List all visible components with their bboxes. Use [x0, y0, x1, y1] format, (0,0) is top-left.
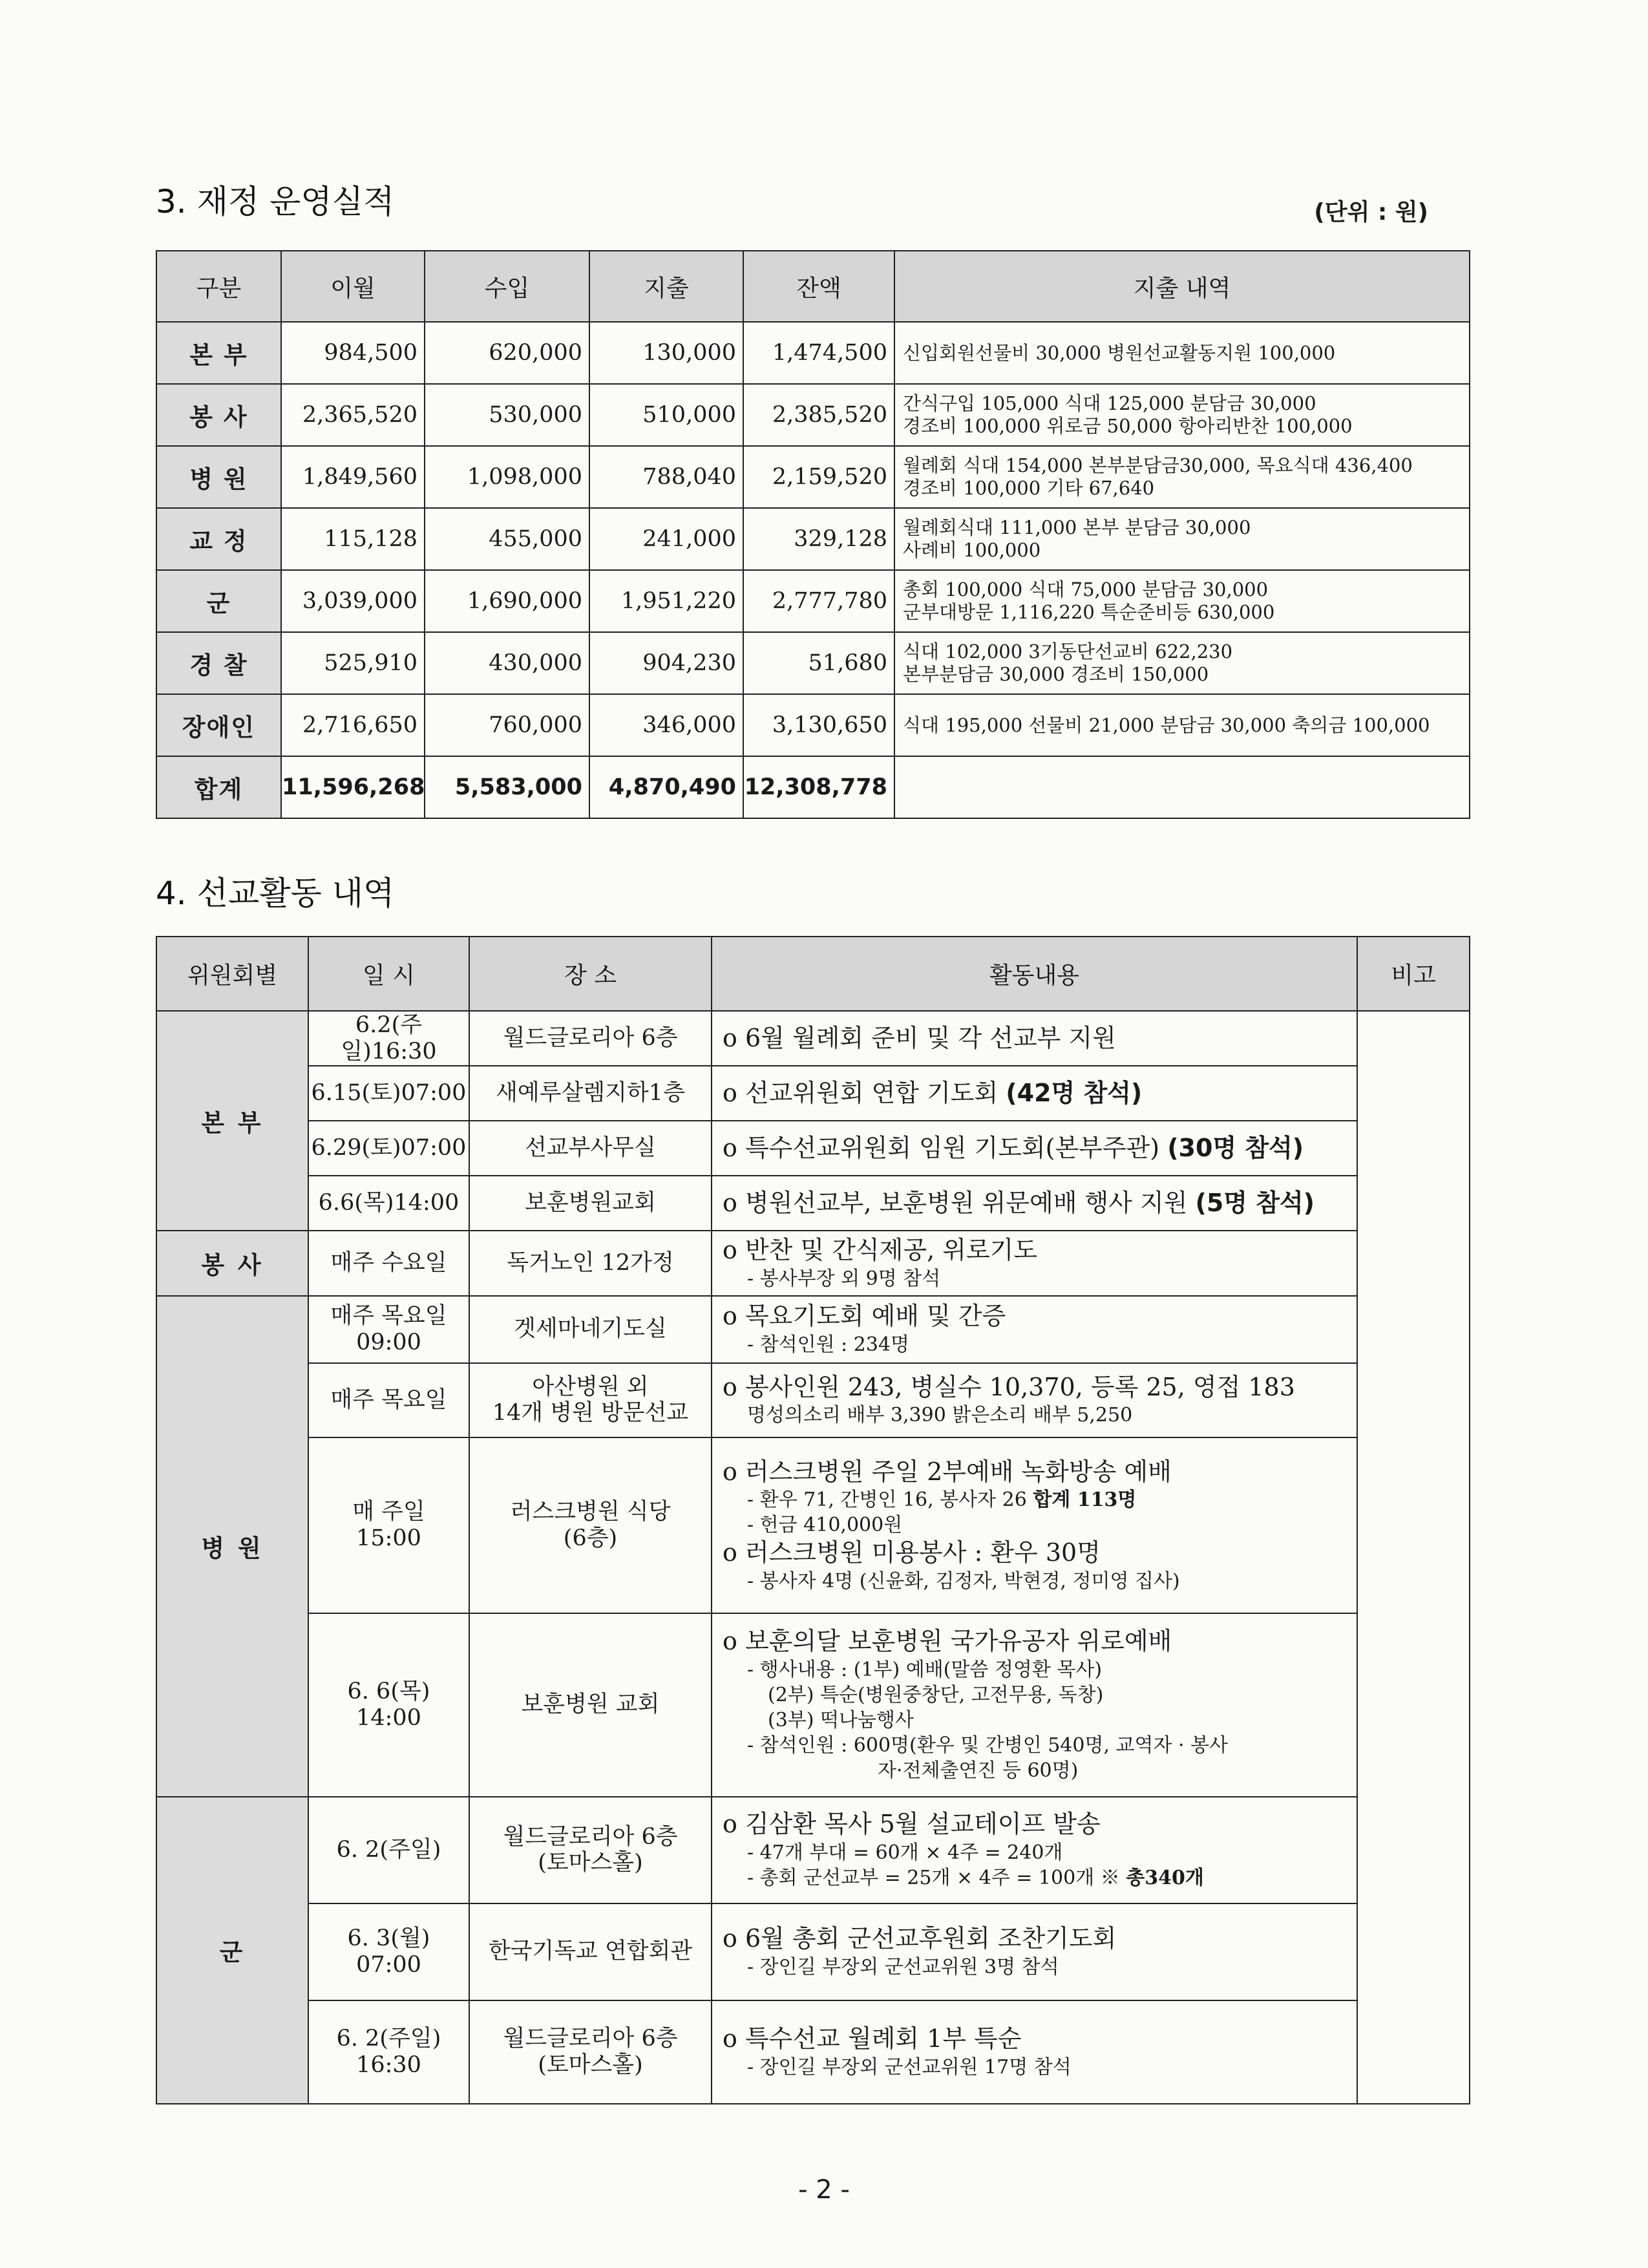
finance-income: 620,000 — [425, 322, 589, 384]
mission-table — [156, 936, 1470, 2104]
activity-text: - 참석인원 : 234명 — [747, 1333, 910, 1356]
activity-subitem — [723, 1758, 1357, 1783]
finance-carryover: 2,365,520 — [281, 384, 425, 446]
activity-text: o 반찬 및 간식제공, 위로기도 — [723, 1236, 1038, 1264]
finance-table — [156, 250, 1470, 819]
activity-item — [723, 2024, 1357, 2055]
mission-activity — [712, 1903, 1357, 2000]
cell-line: 14개 병원 방문선교 — [492, 1400, 689, 1426]
mission-row — [156, 1797, 1470, 1903]
activity-text: - 봉사자 4명 (신윤화, 김정자, 박현경, 정미영 집사) — [747, 1569, 1180, 1593]
mission-header-cell: 장 소 — [469, 937, 712, 1011]
finance-total-detail — [894, 756, 1470, 818]
activity-text: - 환우 71, 간병인 16, 봉사자 26 — [747, 1489, 1033, 1511]
mission-activity — [712, 1176, 1357, 1231]
activity-subitem — [723, 1682, 1357, 1708]
cell-line: 한국기독교 연합회관 — [488, 1938, 693, 1965]
cell-line: 6.2(주일)16:30 — [341, 1012, 437, 1065]
finance-carryover: 2,716,650 — [281, 694, 425, 756]
activity-subitem — [723, 1266, 1357, 1291]
finance-header-cell: 잔액 — [743, 251, 894, 322]
activity-text: o 김삼환 목사 5월 설교테이프 발송 — [723, 1810, 1101, 1839]
mission-row — [156, 1613, 1470, 1797]
finance-header-cell: 수입 — [425, 251, 589, 322]
mission-row — [156, 2000, 1470, 2104]
activity-item — [723, 1188, 1357, 1219]
finance-total-income: 5,583,000 — [425, 756, 589, 818]
mission-row — [156, 1066, 1470, 1121]
finance-category: 장애인 — [156, 694, 281, 756]
mission-row — [156, 1011, 1470, 1066]
mission-activity — [712, 1363, 1357, 1437]
activity-highlight: (5명 참석) — [1195, 1188, 1315, 1217]
activity-subitem — [723, 2055, 1357, 2080]
activity-text: o 보훈의달 보훈병원 국가유공자 위로예배 — [723, 1627, 1172, 1656]
finance-total-expense: 4,870,490 — [589, 756, 743, 818]
activity-text: 자·전체출연진 등 60명) — [878, 1759, 1079, 1782]
cell-line: 07:00 — [356, 1951, 421, 1978]
activity-highlight: 총340개 — [1126, 1866, 1204, 1889]
finance-detail-line: 사례비 100,000 — [903, 539, 1041, 561]
mission-activity — [712, 1231, 1357, 1296]
finance-header-cell: 구분 — [156, 251, 281, 322]
activity-subitem — [723, 1708, 1357, 1733]
activity-highlight: (42명 참석) — [1006, 1078, 1143, 1107]
mission-activity — [712, 1797, 1357, 1903]
mission-section-title: 4. 선교활동 내역 — [156, 874, 395, 912]
finance-detail-line: 신입회원선물비 30,000 병원선교활동지원 100,000 — [903, 341, 1336, 364]
cell-line: 14:00 — [356, 1704, 421, 1731]
mission-row — [156, 1437, 1470, 1613]
mission-activity — [712, 1011, 1357, 1066]
page-number: - 2 - — [798, 2175, 850, 2205]
finance-header-row — [156, 251, 1470, 322]
finance-carryover: 984,500 — [281, 322, 425, 384]
unit-label: (단위 : 원) — [1314, 199, 1428, 226]
activity-subitem — [723, 1569, 1357, 1594]
cell-line: 6.6(목)14:00 — [318, 1190, 460, 1216]
finance-detail-line: 간식구입 105,000 식대 125,000 분담금 30,000 — [903, 392, 1316, 415]
mission-place — [469, 1121, 712, 1176]
finance-total-label: 합계 — [156, 756, 281, 818]
finance-category: 군 — [156, 570, 281, 632]
finance-balance: 51,680 — [743, 632, 894, 694]
mission-datetime — [308, 1797, 469, 1903]
finance-section-title: 3. 재정 운영실적 — [156, 183, 395, 220]
mission-place — [469, 1066, 712, 1121]
activity-item — [723, 1626, 1357, 1657]
finance-expense-detail — [894, 570, 1470, 632]
cell-line: 독거노인 12가정 — [507, 1250, 674, 1277]
finance-detail-line: 군부대방문 1,116,220 특순준비등 630,000 — [903, 601, 1275, 623]
finance-category: 교 정 — [156, 508, 281, 570]
finance-total-row — [156, 756, 1470, 818]
activity-text: o 특수선교 월례회 1부 특순 — [723, 2024, 1022, 2053]
finance-total-balance: 12,308,778 — [743, 756, 894, 818]
mission-place — [469, 1613, 712, 1797]
cell-line: 아산병원 외 — [532, 1373, 649, 1400]
finance-row — [156, 570, 1470, 632]
activity-subitem — [723, 1865, 1357, 1891]
mission-committee: 봉 사 — [156, 1231, 308, 1296]
cell-line: 6. 2(주일) — [336, 2026, 441, 2052]
activity-text: - 참석인원 : 600명(환우 및 간병인 540명, 교역자 · 봉사 — [747, 1733, 1229, 1757]
activity-text: o 러스크병원 미용봉사 : 환우 30명 — [723, 1538, 1101, 1567]
cell-line: 매주 수요일 — [330, 1250, 447, 1277]
mission-place — [469, 1797, 712, 1903]
mission-header-cell: 일 시 — [308, 937, 469, 1011]
mission-committee: 본 부 — [156, 1011, 308, 1231]
mission-activity — [712, 1613, 1357, 1797]
cell-line: 16:30 — [356, 2051, 421, 2078]
mission-committee: 군 — [156, 1797, 308, 2104]
finance-detail-line: 월례회식대 111,000 본부 분담금 30,000 — [903, 516, 1251, 539]
cell-line: 6. 6(목) — [347, 1679, 430, 1705]
cell-line: 6. 3(월) — [347, 1925, 430, 1952]
finance-balance: 2,385,520 — [743, 384, 894, 446]
mission-datetime — [308, 1903, 469, 2000]
finance-row — [156, 384, 1470, 446]
activity-text: 명성의소리 배부 3,390 밝은소리 배부 5,250 — [747, 1404, 1133, 1427]
mission-remarks — [1357, 1011, 1470, 2104]
finance-expense: 241,000 — [589, 508, 743, 570]
cell-line: 새예루살렘지하1층 — [496, 1080, 685, 1107]
finance-detail-line: 경조비 100,000 기타 67,640 — [903, 477, 1155, 499]
activity-text: o 선교위원회 연합 기도회 — [723, 1078, 1006, 1107]
cell-line: (6층) — [563, 1525, 618, 1551]
mission-datetime — [308, 1296, 469, 1363]
activity-text: (3부) 떡나눔행사 — [768, 1708, 914, 1732]
mission-datetime — [308, 1613, 469, 1797]
finance-balance: 329,128 — [743, 508, 894, 570]
mission-row — [156, 1363, 1470, 1437]
mission-header-row — [156, 937, 1470, 1011]
mission-row — [156, 1176, 1470, 1231]
mission-place — [469, 2000, 712, 2104]
mission-activity — [712, 1066, 1357, 1121]
cell-line: 월드글로리아 6층 — [503, 1823, 678, 1850]
finance-detail-line: 식대 102,000 3기동단선교비 622,230 — [903, 641, 1233, 663]
cell-line: 09:00 — [356, 1329, 421, 1355]
finance-row — [156, 446, 1470, 508]
cell-line: (토마스홀) — [538, 2051, 643, 2078]
mission-datetime — [308, 2000, 469, 2104]
finance-income: 760,000 — [425, 694, 589, 756]
mission-datetime — [308, 1011, 469, 1066]
mission-activity — [712, 1121, 1357, 1176]
finance-header-cell: 지출 내역 — [894, 251, 1470, 322]
finance-detail-line: 본부분담금 30,000 경조비 150,000 — [903, 663, 1209, 685]
activity-item — [723, 1924, 1357, 1955]
finance-balance: 3,130,650 — [743, 694, 894, 756]
activity-highlight: 합계 113명 — [1033, 1489, 1137, 1511]
cell-line: 6.29(토)07:00 — [311, 1135, 467, 1161]
activity-item — [723, 1023, 1357, 1054]
activity-subitem — [723, 1512, 1357, 1538]
finance-expense: 904,230 — [589, 632, 743, 694]
finance-header-cell: 이월 — [281, 251, 425, 322]
finance-expense-detail — [894, 694, 1470, 756]
activity-item — [723, 1133, 1357, 1164]
cell-line: 15:00 — [356, 1525, 421, 1551]
cell-line: 매주 목요일 — [330, 1303, 447, 1330]
cell-line: 보훈병원 교회 — [521, 1691, 660, 1718]
activity-text: o 목요기도회 예배 및 간증 — [723, 1302, 1006, 1331]
cell-line: 겟세마네기도실 — [514, 1316, 667, 1342]
mission-place — [469, 1296, 712, 1363]
finance-income: 530,000 — [425, 384, 589, 446]
finance-detail-line: 월례회 식대 154,000 본부분담금30,000, 목요식대 436,400 — [903, 454, 1413, 477]
cell-line: 6. 2(주일) — [336, 1836, 441, 1863]
mission-place — [469, 1363, 712, 1437]
activity-item — [723, 1809, 1357, 1840]
mission-activity — [712, 2000, 1357, 2104]
mission-datetime — [308, 1437, 469, 1613]
mission-activity — [712, 1437, 1357, 1613]
finance-balance: 2,159,520 — [743, 446, 894, 508]
activity-subitem — [723, 1332, 1357, 1357]
mission-row — [156, 1121, 1470, 1176]
finance-category: 경 찰 — [156, 632, 281, 694]
finance-income: 1,690,000 — [425, 570, 589, 632]
mission-datetime — [308, 1231, 469, 1296]
mission-header-cell: 위원회별 — [156, 937, 308, 1011]
cell-line: 6.15(토)07:00 — [311, 1080, 467, 1107]
activity-subitem — [723, 1657, 1357, 1682]
cell-line: 월드글로리아 6층 — [503, 2026, 678, 2052]
activity-item — [723, 1235, 1357, 1266]
activity-text: - 헌금 410,000원 — [747, 1514, 903, 1536]
cell-line: 매주 목요일 — [330, 1386, 447, 1413]
finance-header-cell: 지출 — [589, 251, 743, 322]
activity-subitem — [723, 1840, 1357, 1865]
activity-item — [723, 1301, 1357, 1332]
activity-item — [723, 1457, 1357, 1488]
finance-carryover: 525,910 — [281, 632, 425, 694]
activity-text: - 행사내용 : (1부) 예배(말씀 정영환 목사) — [747, 1658, 1103, 1681]
finance-expense: 788,040 — [589, 446, 743, 508]
mission-place — [469, 1176, 712, 1231]
mission-place — [469, 1231, 712, 1296]
finance-category: 병 원 — [156, 446, 281, 508]
finance-carryover: 1,849,560 — [281, 446, 425, 508]
finance-row — [156, 632, 1470, 694]
finance-row — [156, 508, 1470, 570]
activity-text: o 6월 총회 군선교후원회 조찬기도회 — [723, 1924, 1117, 1953]
finance-total-carry: 11,596,268 — [281, 756, 425, 818]
finance-expense-detail — [894, 508, 1470, 570]
activity-text: (2부) 특순(병원중창단, 고전무용, 독창) — [768, 1683, 1104, 1706]
finance-detail-line: 경조비 100,000 위로금 50,000 항아리반찬 100,000 — [903, 415, 1353, 437]
finance-income: 1,098,000 — [425, 446, 589, 508]
finance-row — [156, 322, 1470, 384]
finance-expense: 510,000 — [589, 384, 743, 446]
mission-datetime — [308, 1363, 469, 1437]
finance-row — [156, 694, 1470, 756]
finance-balance: 1,474,500 — [743, 322, 894, 384]
activity-text: o 봉사인원 243, 병실수 10,370, 등록 25, 영접 183 — [723, 1372, 1295, 1401]
finance-expense: 130,000 — [589, 322, 743, 384]
finance-expense-detail — [894, 446, 1470, 508]
activity-text: - 장인길 부장외 군선교위원 17명 참석 — [747, 2055, 1072, 2079]
mission-datetime — [308, 1176, 469, 1231]
mission-row — [156, 1296, 1470, 1363]
finance-expense: 346,000 — [589, 694, 743, 756]
activity-text: o 특수선교위원회 임원 기도회(본부주관) — [723, 1133, 1168, 1162]
activity-subitem — [723, 1403, 1357, 1428]
finance-detail-line: 총회 100,000 식대 75,000 분담금 30,000 — [903, 578, 1269, 601]
cell-line: 매 주일 — [352, 1499, 425, 1525]
activity-text: o 러스크병원 주일 2부예배 녹화방송 예배 — [723, 1457, 1172, 1486]
activity-highlight: (30명 참석) — [1167, 1133, 1304, 1162]
finance-detail-line: 식대 195,000 선물비 21,000 분담금 30,000 축의금 100,000 — [903, 714, 1430, 736]
activity-subitem — [723, 1955, 1357, 1980]
mission-place — [469, 1011, 712, 1066]
activity-text: - 장인길 부장외 군선교위원 3명 참석 — [747, 1955, 1059, 1978]
finance-carryover: 115,128 — [281, 508, 425, 570]
cell-line: 보훈병원교회 — [525, 1190, 656, 1216]
finance-expense-detail — [894, 632, 1470, 694]
mission-datetime — [308, 1121, 469, 1176]
activity-item — [723, 1538, 1357, 1569]
mission-datetime — [308, 1066, 469, 1121]
cell-line: (토마스홀) — [538, 1850, 643, 1876]
activity-text: - 47개 부대 = 60개 × 4주 = 240개 — [747, 1841, 1063, 1864]
activity-text: o 병원선교부, 보훈병원 위문예배 행사 지원 — [723, 1188, 1196, 1217]
activity-subitem — [723, 1733, 1357, 1758]
activity-item — [723, 1078, 1357, 1109]
cell-line: 선교부사무실 — [525, 1135, 656, 1161]
activity-text: - 봉사부장 외 9명 참석 — [747, 1267, 941, 1290]
finance-expense-detail — [894, 322, 1470, 384]
finance-balance: 2,777,780 — [743, 570, 894, 632]
activity-item — [723, 1372, 1357, 1403]
activity-text: - 총회 군선교부 = 25개 × 4주 = 100개 ※ — [747, 1866, 1126, 1889]
finance-income: 455,000 — [425, 508, 589, 570]
cell-line: 러스크병원 식당 — [510, 1499, 671, 1525]
mission-header-cell: 비고 — [1357, 937, 1470, 1011]
finance-income: 430,000 — [425, 632, 589, 694]
mission-header-cell: 활동내용 — [712, 937, 1357, 1011]
activity-subitem — [723, 1487, 1357, 1512]
mission-row — [156, 1231, 1470, 1296]
mission-place — [469, 1903, 712, 2000]
finance-category: 봉 사 — [156, 384, 281, 446]
finance-expense-detail — [894, 384, 1470, 446]
finance-expense: 1,951,220 — [589, 570, 743, 632]
mission-place — [469, 1437, 712, 1613]
finance-category: 본 부 — [156, 322, 281, 384]
cell-line: 월드글로리아 6층 — [503, 1025, 678, 1052]
activity-text: o 6월 월례회 준비 및 각 선교부 지원 — [723, 1023, 1116, 1052]
mission-activity — [712, 1296, 1357, 1363]
mission-row — [156, 1903, 1470, 2000]
mission-committee: 병 원 — [156, 1296, 308, 1797]
finance-carryover: 3,039,000 — [281, 570, 425, 632]
